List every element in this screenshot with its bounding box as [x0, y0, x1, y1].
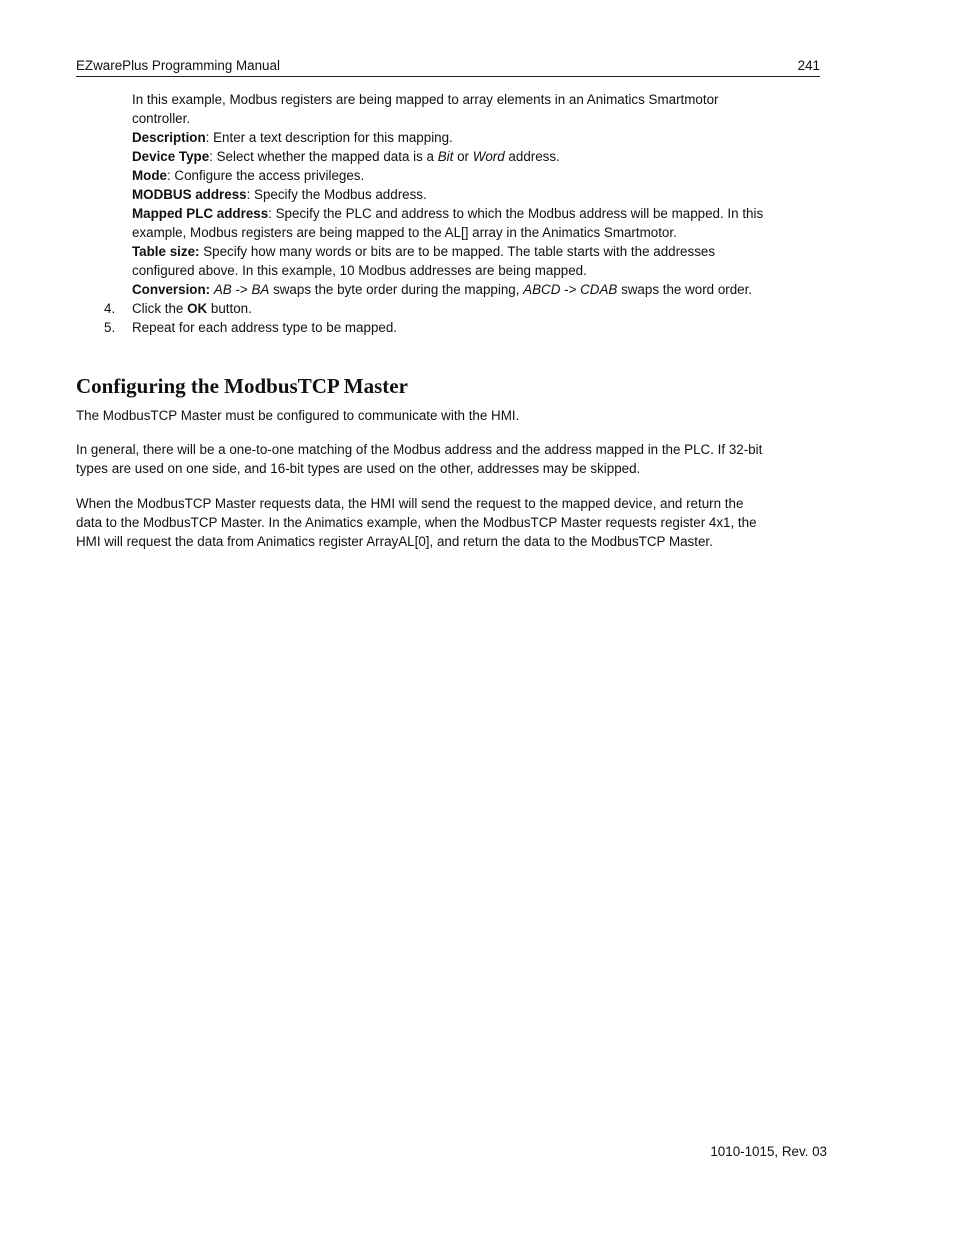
word-term: Word: [472, 149, 505, 164]
document-revision: 1010-1015, Rev. 03: [710, 1144, 827, 1159]
page-number: 241: [797, 58, 820, 73]
conversion-label: Conversion:: [132, 282, 211, 297]
mode-text: : Configure the access privileges.: [166, 168, 365, 183]
bit-term: Bit: [437, 149, 454, 164]
table-size-text-2: configured above. In this example, 10 Modbus addresses are being mapped.: [132, 263, 587, 278]
conversion-post: swaps the word order.: [617, 282, 753, 297]
paragraph-2: [76, 440, 826, 478]
paragraph-1: [76, 406, 826, 425]
intro-line-2: controller.: [132, 111, 191, 126]
description-field: [132, 128, 812, 147]
device-type-label: Device Type: [132, 149, 210, 164]
mapped-plc-text-1: : Specify the PLC and address to which the Modbus address will be mapped. In this: [268, 206, 764, 221]
field-descriptions: [132, 90, 812, 299]
step-4-post: button.: [207, 301, 252, 316]
mode-field: [132, 166, 812, 185]
paragraph-2-line-2: types are used on one side, and 16-bit types are used on the other, addresses may be skipped.: [76, 461, 641, 476]
device-type-pre: : Select whether the mapped data is a: [209, 149, 438, 164]
paragraph-3-line-1: When the ModbusTCP Master requests data, the HMI will send the request to the mapped device, and return the: [76, 496, 744, 511]
paragraph-2-line-1: In general, there will be a one-to-one matching of the Modbus address and the address mapped in the PLC. If 32-bit: [76, 442, 763, 457]
conversion-mid: swaps the byte order during the mapping,: [269, 282, 524, 297]
arrow-1: ->: [231, 282, 252, 297]
cdab-term: CDAB: [580, 282, 618, 297]
paragraph-3: [76, 494, 826, 551]
step-5: Repeat for each address type to be mapped.: [132, 320, 398, 335]
step-4-pre: Click the: [132, 301, 188, 316]
table-size-field: [132, 242, 812, 261]
description-text: : Enter a text description for this mapping.: [205, 130, 453, 145]
table-size-text-1: Specify how many words or bits are to be mapped. The table starts with the addresses: [199, 244, 716, 259]
step-4: [132, 299, 812, 318]
step-4-number: 4.: [104, 301, 116, 316]
manual-title: EZwarePlus Programming Manual: [76, 58, 280, 73]
mapped-plc-label: Mapped PLC address: [132, 206, 269, 221]
conversion-field: [132, 280, 812, 299]
paragraph-3-line-3: HMI will request the data from Animatics register ArrayAL[0], and return the data to the ModbusTCP Master.: [76, 534, 713, 549]
modbus-address-label: MODBUS address: [132, 187, 247, 202]
ab-term: AB: [213, 282, 232, 297]
step-5-number: 5.: [104, 320, 116, 335]
mode-label: Mode: [132, 168, 167, 183]
ba-term: BA: [251, 282, 270, 297]
paragraph-1-line-1: The ModbusTCP Master must be configured to communicate with the HMI.: [76, 408, 520, 423]
page-header: [76, 58, 820, 77]
table-size-label: Table size:: [132, 244, 200, 259]
modbus-address-field: [132, 185, 812, 204]
section-heading: Configuring the ModbusTCP Master: [76, 374, 408, 398]
arrow-2: ->: [560, 282, 581, 297]
mapped-plc-text-2: example, Modbus registers are being mapped to the AL[] array in the Animatics Smartmotor.: [132, 225, 677, 240]
ok-term: OK: [187, 301, 208, 316]
device-type-field: [132, 147, 812, 166]
paragraph-3-line-2: data to the ModbusTCP Master. In the Animatics example, when the ModbusTCP Master requests register 4x1, the: [76, 515, 757, 530]
device-type-or: or: [453, 149, 473, 164]
abcd-term: ABCD: [523, 282, 561, 297]
intro-line-1: In this example, Modbus registers are being mapped to array elements in an Animatics Smartmotor: [132, 92, 719, 107]
modbus-address-text: : Specify the Modbus address.: [246, 187, 427, 202]
mapped-plc-field: [132, 204, 812, 223]
device-type-post: address.: [504, 149, 560, 164]
description-label: Description: [132, 130, 206, 145]
